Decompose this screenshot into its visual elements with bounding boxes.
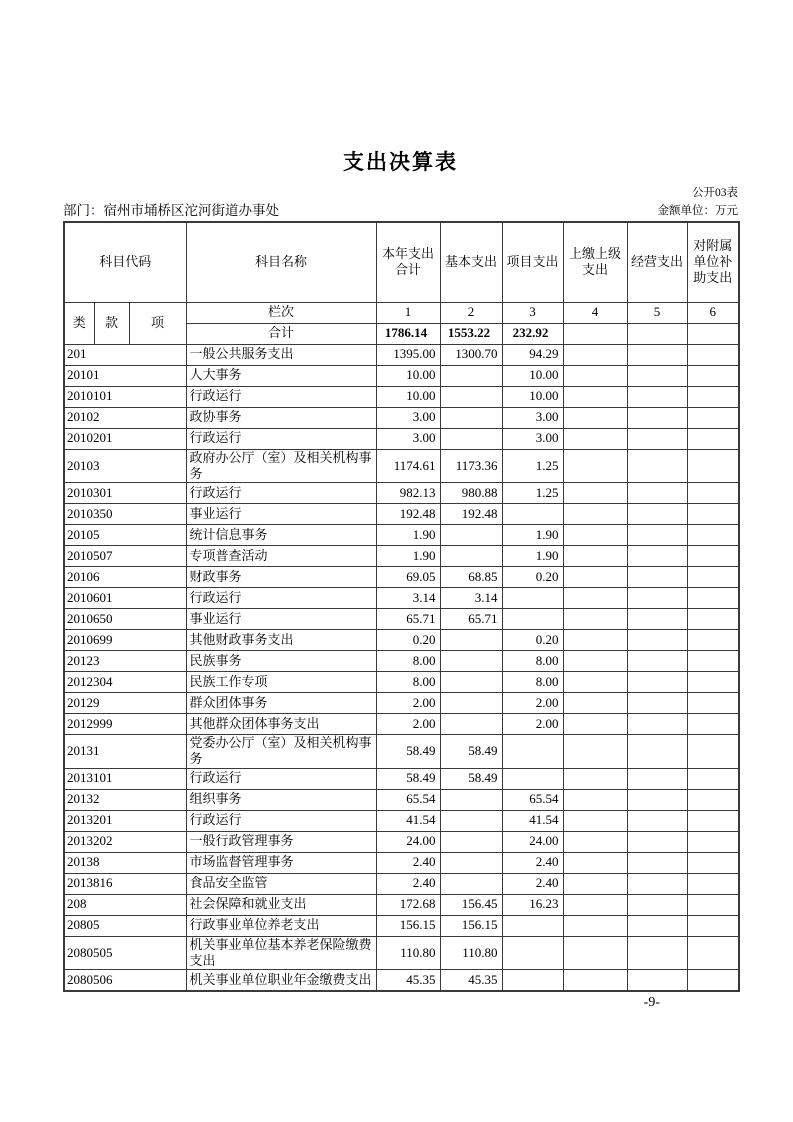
subject-code-cell: 2080505: [64, 936, 186, 970]
operating-cell: [627, 831, 687, 852]
table-row: [64, 344, 739, 365]
current-year-total-cell: 110.80: [376, 936, 440, 970]
basic-expenditure-cell: 68.85: [440, 567, 502, 588]
table-row: [64, 693, 739, 714]
operating-cell: [627, 693, 687, 714]
upper-level-cell: [563, 789, 627, 810]
header-col-upper-level: 上缴上级支出: [563, 222, 627, 302]
upper-level-cell: [563, 365, 627, 386]
project-expenditure-cell: 0.20: [502, 567, 563, 588]
table-row: [64, 970, 739, 991]
basic-expenditure-cell: 110.80: [440, 936, 502, 970]
operating-cell: [627, 630, 687, 651]
subsidy-cell: [687, 609, 739, 630]
current-year-total-cell: 2.00: [376, 714, 440, 735]
col-number-3: 3: [502, 302, 563, 323]
operating-cell: [627, 428, 687, 449]
current-year-total-cell: 156.15: [376, 915, 440, 936]
basic-expenditure-cell: [440, 852, 502, 873]
table-row: [64, 852, 739, 873]
current-year-total-cell: 1.90: [376, 546, 440, 567]
subject-code-cell: 2010507: [64, 546, 186, 567]
table-row: [64, 936, 739, 970]
page-number: -9-: [643, 995, 660, 1010]
subject-code-cell: 20129: [64, 693, 186, 714]
subsidy-cell: [687, 386, 739, 407]
project-expenditure-cell: 1.90: [502, 525, 563, 546]
subsidy-cell: [687, 525, 739, 546]
header-col-project-expenditure: 项目支出: [502, 222, 563, 302]
subject-name-cell: 组织事务: [186, 789, 376, 810]
operating-cell: [627, 525, 687, 546]
page-title: 支出决算表: [343, 151, 458, 174]
project-expenditure-cell: 3.00: [502, 428, 563, 449]
upper-level-cell: [563, 936, 627, 970]
project-expenditure-cell: 1.90: [502, 546, 563, 567]
current-year-total-cell: 3.14: [376, 588, 440, 609]
upper-level-cell: [563, 630, 627, 651]
subject-code-cell: 20105: [64, 525, 186, 546]
operating-cell: [627, 915, 687, 936]
basic-expenditure-cell: 1300.70: [440, 344, 502, 365]
subsidy-cell: [687, 852, 739, 873]
subject-code-cell: 2010201: [64, 428, 186, 449]
subject-name-cell: 食品安全监管: [186, 873, 376, 894]
subject-name-cell: 人大事务: [186, 365, 376, 386]
project-expenditure-cell: 10.00: [502, 365, 563, 386]
project-expenditure-cell: 1.25: [502, 449, 563, 483]
basic-expenditure-cell: 65.71: [440, 609, 502, 630]
header-sub-lei: 类: [64, 302, 94, 344]
total-value-3: 232.92: [502, 323, 563, 344]
table-row: [64, 915, 739, 936]
upper-level-cell: [563, 970, 627, 991]
operating-cell: [627, 768, 687, 789]
current-year-total-cell: 58.49: [376, 735, 440, 769]
subsidy-cell: [687, 936, 739, 970]
operating-cell: [627, 567, 687, 588]
col-number-2: 2: [440, 302, 502, 323]
col-number-4: 4: [563, 302, 627, 323]
subject-code-cell: 20131: [64, 735, 186, 769]
unit-note: 金额单位：万元: [657, 205, 738, 217]
subject-name-cell: 机关事业单位基本养老保险缴费支出: [186, 936, 376, 970]
department-colon: ：: [90, 203, 104, 218]
current-year-total-cell: 192.48: [376, 504, 440, 525]
basic-expenditure-cell: [440, 365, 502, 386]
current-year-total-cell: 65.54: [376, 789, 440, 810]
project-expenditure-cell: [502, 970, 563, 991]
project-expenditure-cell: 0.20: [502, 630, 563, 651]
meta-line: [63, 199, 738, 219]
subject-name-cell: 财政事务: [186, 567, 376, 588]
subject-name-cell: 市场监督管理事务: [186, 852, 376, 873]
project-expenditure-cell: 1.25: [502, 483, 563, 504]
basic-expenditure-cell: [440, 386, 502, 407]
basic-expenditure-cell: 58.49: [440, 735, 502, 769]
subject-name-cell: 民族工作专项: [186, 672, 376, 693]
basic-expenditure-cell: 3.14: [440, 588, 502, 609]
total-value-2: 1553.22: [440, 323, 502, 344]
table-row: [64, 407, 739, 428]
subsidy-cell: [687, 714, 739, 735]
basic-expenditure-cell: [440, 873, 502, 894]
subsidy-cell: [687, 428, 739, 449]
project-expenditure-cell: 16.23: [502, 894, 563, 915]
current-year-total-cell: 3.00: [376, 407, 440, 428]
project-expenditure-cell: 24.00: [502, 831, 563, 852]
subject-name-cell: 行政事业单位养老支出: [186, 915, 376, 936]
basic-expenditure-cell: [440, 693, 502, 714]
project-expenditure-cell: [502, 915, 563, 936]
header-main-row: [64, 222, 739, 302]
operating-cell: [627, 970, 687, 991]
table-row: [64, 609, 739, 630]
total-value-6: [687, 323, 739, 344]
subject-name-cell: 机关事业单位职业年金缴费支出: [186, 970, 376, 991]
upper-level-cell: [563, 852, 627, 873]
subject-code-cell: 2013202: [64, 831, 186, 852]
current-year-total-cell: 982.13: [376, 483, 440, 504]
current-year-total-cell: 8.00: [376, 651, 440, 672]
subject-code-cell: 2012999: [64, 714, 186, 735]
current-year-total-cell: 10.00: [376, 386, 440, 407]
total-value-5: [627, 323, 687, 344]
project-expenditure-cell: 8.00: [502, 651, 563, 672]
subject-name-cell: 党委办公厅（室）及相关机构事务: [186, 735, 376, 769]
subsidy-cell: [687, 651, 739, 672]
header-column-number-row: [64, 302, 739, 323]
expenditure-table: [63, 221, 740, 992]
current-year-total-cell: 65.71: [376, 609, 440, 630]
subject-code-cell: 20123: [64, 651, 186, 672]
table-row: [64, 365, 739, 386]
operating-cell: [627, 546, 687, 567]
upper-level-cell: [563, 915, 627, 936]
table-row: [64, 810, 739, 831]
subject-code-cell: 20103: [64, 449, 186, 483]
subsidy-cell: [687, 894, 739, 915]
operating-cell: [627, 651, 687, 672]
basic-expenditure-cell: [440, 407, 502, 428]
table-row: [64, 546, 739, 567]
upper-level-cell: [563, 428, 627, 449]
current-year-total-cell: 172.68: [376, 894, 440, 915]
basic-expenditure-cell: 1173.36: [440, 449, 502, 483]
operating-cell: [627, 894, 687, 915]
upper-level-cell: [563, 546, 627, 567]
basic-expenditure-cell: 58.49: [440, 768, 502, 789]
current-year-total-cell: 2.40: [376, 873, 440, 894]
operating-cell: [627, 588, 687, 609]
table-row: [64, 768, 739, 789]
upper-level-cell: [563, 504, 627, 525]
upper-level-cell: [563, 768, 627, 789]
operating-cell: [627, 936, 687, 970]
project-expenditure-cell: [502, 588, 563, 609]
current-year-total-cell: 41.54: [376, 810, 440, 831]
header-subject-code: 科目代码: [64, 222, 186, 302]
subsidy-cell: [687, 768, 739, 789]
table-row: [64, 630, 739, 651]
basic-expenditure-cell: [440, 428, 502, 449]
basic-expenditure-cell: 156.45: [440, 894, 502, 915]
table-row: [64, 386, 739, 407]
current-year-total-cell: 0.20: [376, 630, 440, 651]
basic-expenditure-cell: [440, 525, 502, 546]
operating-cell: [627, 386, 687, 407]
project-expenditure-cell: 3.00: [502, 407, 563, 428]
subject-name-cell: 一般公共服务支出: [186, 344, 376, 365]
upper-level-cell: [563, 386, 627, 407]
operating-cell: [627, 714, 687, 735]
subsidy-cell: [687, 365, 739, 386]
project-expenditure-cell: [502, 609, 563, 630]
table-row: [64, 588, 739, 609]
subject-name-cell: 行政运行: [186, 588, 376, 609]
subsidy-cell: [687, 630, 739, 651]
subject-code-cell: 20102: [64, 407, 186, 428]
subject-code-cell: 20101: [64, 365, 186, 386]
current-year-total-cell: 3.00: [376, 428, 440, 449]
operating-cell: [627, 407, 687, 428]
project-expenditure-cell: [502, 504, 563, 525]
header-col-current-year-total: 本年支出合计: [376, 222, 440, 302]
subject-code-cell: 2010350: [64, 504, 186, 525]
project-expenditure-cell: 2.00: [502, 714, 563, 735]
total-value-1: 1786.14: [376, 323, 440, 344]
subject-name-cell: 事业运行: [186, 504, 376, 525]
subsidy-cell: [687, 789, 739, 810]
subject-name-cell: 行政运行: [186, 428, 376, 449]
operating-cell: [627, 735, 687, 769]
header-sub-kuan: 款: [94, 302, 129, 344]
operating-cell: [627, 789, 687, 810]
total-value-4: [563, 323, 627, 344]
operating-cell: [627, 504, 687, 525]
table-row: [64, 449, 739, 483]
header-subject-name: 科目名称: [186, 222, 376, 302]
col-number-6: 6: [687, 302, 739, 323]
project-expenditure-cell: 8.00: [502, 672, 563, 693]
header-col-basic-expenditure: 基本支出: [440, 222, 502, 302]
subject-name-cell: 行政运行: [186, 483, 376, 504]
current-year-total-cell: 1.90: [376, 525, 440, 546]
subject-name-cell: 事业运行: [186, 609, 376, 630]
project-expenditure-cell: 2.40: [502, 852, 563, 873]
current-year-total-cell: 10.00: [376, 365, 440, 386]
project-expenditure-cell: [502, 735, 563, 769]
subject-code-cell: 201: [64, 344, 186, 365]
subsidy-cell: [687, 344, 739, 365]
current-year-total-cell: 1174.61: [376, 449, 440, 483]
subject-code-cell: 2010101: [64, 386, 186, 407]
basic-expenditure-cell: [440, 810, 502, 831]
table-row: [64, 831, 739, 852]
project-expenditure-cell: 41.54: [502, 810, 563, 831]
upper-level-cell: [563, 567, 627, 588]
subsidy-cell: [687, 672, 739, 693]
subsidy-cell: [687, 735, 739, 769]
operating-cell: [627, 852, 687, 873]
subject-name-cell: 行政运行: [186, 386, 376, 407]
basic-expenditure-cell: 45.35: [440, 970, 502, 991]
table-row: [64, 651, 739, 672]
subject-name-cell: 其他财政事务支出: [186, 630, 376, 651]
upper-level-cell: [563, 894, 627, 915]
table-body: [64, 344, 739, 991]
basic-expenditure-cell: [440, 546, 502, 567]
subsidy-cell: [687, 449, 739, 483]
table-row: [64, 504, 739, 525]
subsidy-cell: [687, 915, 739, 936]
col-number-1: 1: [376, 302, 440, 323]
operating-cell: [627, 449, 687, 483]
subsidy-cell: [687, 810, 739, 831]
subsidy-cell: [687, 873, 739, 894]
form-code-note: 公开03表: [692, 187, 738, 199]
table-row: [64, 873, 739, 894]
col-number-5: 5: [627, 302, 687, 323]
subject-name-cell: 统计信息事务: [186, 525, 376, 546]
upper-level-cell: [563, 831, 627, 852]
subsidy-cell: [687, 504, 739, 525]
table-row: [64, 789, 739, 810]
header-col-operating: 经营支出: [627, 222, 687, 302]
upper-level-cell: [563, 407, 627, 428]
subject-code-cell: 20106: [64, 567, 186, 588]
subject-code-cell: 2010650: [64, 609, 186, 630]
department-name: 宿州市埇桥区沱河街道办事处: [103, 203, 279, 218]
subsidy-cell: [687, 970, 739, 991]
basic-expenditure-cell: [440, 714, 502, 735]
subject-name-cell: 政府办公厅（室）及相关机构事务: [186, 449, 376, 483]
subsidy-cell: [687, 407, 739, 428]
basic-expenditure-cell: [440, 672, 502, 693]
upper-level-cell: [563, 588, 627, 609]
total-label: 合计: [186, 323, 376, 344]
current-year-total-cell: 1395.00: [376, 344, 440, 365]
upper-level-cell: [563, 609, 627, 630]
table-row: [64, 567, 739, 588]
current-year-total-cell: 2.40: [376, 852, 440, 873]
operating-cell: [627, 609, 687, 630]
basic-expenditure-cell: 980.88: [440, 483, 502, 504]
operating-cell: [627, 483, 687, 504]
subject-code-cell: 2013201: [64, 810, 186, 831]
basic-expenditure-cell: [440, 651, 502, 672]
subsidy-cell: [687, 693, 739, 714]
subject-name-cell: 民族事务: [186, 651, 376, 672]
upper-level-cell: [563, 483, 627, 504]
header-sub-xiang: 项: [129, 302, 186, 344]
subject-code-cell: 208: [64, 894, 186, 915]
subject-code-cell: 2013101: [64, 768, 186, 789]
subject-name-cell: 行政运行: [186, 768, 376, 789]
upper-level-cell: [563, 672, 627, 693]
subject-name-cell: 社会保障和就业支出: [186, 894, 376, 915]
upper-level-cell: [563, 810, 627, 831]
project-expenditure-cell: 2.00: [502, 693, 563, 714]
subject-name-cell: 政协事务: [186, 407, 376, 428]
subject-code-cell: 2010301: [64, 483, 186, 504]
upper-level-cell: [563, 449, 627, 483]
lanci-label: 栏次: [186, 302, 376, 323]
project-expenditure-cell: 10.00: [502, 386, 563, 407]
department-line: [63, 199, 279, 219]
operating-cell: [627, 344, 687, 365]
subject-name-cell: 专项普查活动: [186, 546, 376, 567]
department-label: 部门: [63, 203, 90, 218]
subject-name-cell: 一般行政管理事务: [186, 831, 376, 852]
table-row: [64, 714, 739, 735]
basic-expenditure-cell: [440, 630, 502, 651]
header-col-subsidy: 对附属单位补助支出: [687, 222, 739, 302]
operating-cell: [627, 365, 687, 386]
upper-level-cell: [563, 525, 627, 546]
upper-level-cell: [563, 735, 627, 769]
upper-level-cell: [563, 693, 627, 714]
subject-code-cell: 2010699: [64, 630, 186, 651]
table-row: [64, 672, 739, 693]
basic-expenditure-cell: 192.48: [440, 504, 502, 525]
project-expenditure-cell: 94.29: [502, 344, 563, 365]
subject-name-cell: 群众团体事务: [186, 693, 376, 714]
subsidy-cell: [687, 483, 739, 504]
subject-code-cell: 2012304: [64, 672, 186, 693]
project-expenditure-cell: 65.54: [502, 789, 563, 810]
upper-level-cell: [563, 344, 627, 365]
table-row: [64, 483, 739, 504]
subject-code-cell: 20138: [64, 852, 186, 873]
basic-expenditure-cell: 156.15: [440, 915, 502, 936]
operating-cell: [627, 810, 687, 831]
subsidy-cell: [687, 831, 739, 852]
basic-expenditure-cell: [440, 789, 502, 810]
subject-code-cell: 2010601: [64, 588, 186, 609]
operating-cell: [627, 672, 687, 693]
current-year-total-cell: 8.00: [376, 672, 440, 693]
subsidy-cell: [687, 588, 739, 609]
current-year-total-cell: 45.35: [376, 970, 440, 991]
current-year-total-cell: 69.05: [376, 567, 440, 588]
table-row: [64, 894, 739, 915]
project-expenditure-cell: 2.40: [502, 873, 563, 894]
subject-code-cell: 20805: [64, 915, 186, 936]
subject-code-cell: 2080506: [64, 970, 186, 991]
table-row: [64, 428, 739, 449]
upper-level-cell: [563, 873, 627, 894]
current-year-total-cell: 58.49: [376, 768, 440, 789]
project-expenditure-cell: [502, 936, 563, 970]
upper-level-cell: [563, 651, 627, 672]
current-year-total-cell: 24.00: [376, 831, 440, 852]
project-expenditure-cell: [502, 768, 563, 789]
subsidy-cell: [687, 546, 739, 567]
subject-code-cell: 2013816: [64, 873, 186, 894]
table-row: [64, 735, 739, 769]
table-row: [64, 525, 739, 546]
subsidy-cell: [687, 567, 739, 588]
operating-cell: [627, 873, 687, 894]
subject-name-cell: 其他群众团体事务支出: [186, 714, 376, 735]
subject-name-cell: 行政运行: [186, 810, 376, 831]
basic-expenditure-cell: [440, 831, 502, 852]
upper-level-cell: [563, 714, 627, 735]
current-year-total-cell: 2.00: [376, 693, 440, 714]
subject-code-cell: 20132: [64, 789, 186, 810]
